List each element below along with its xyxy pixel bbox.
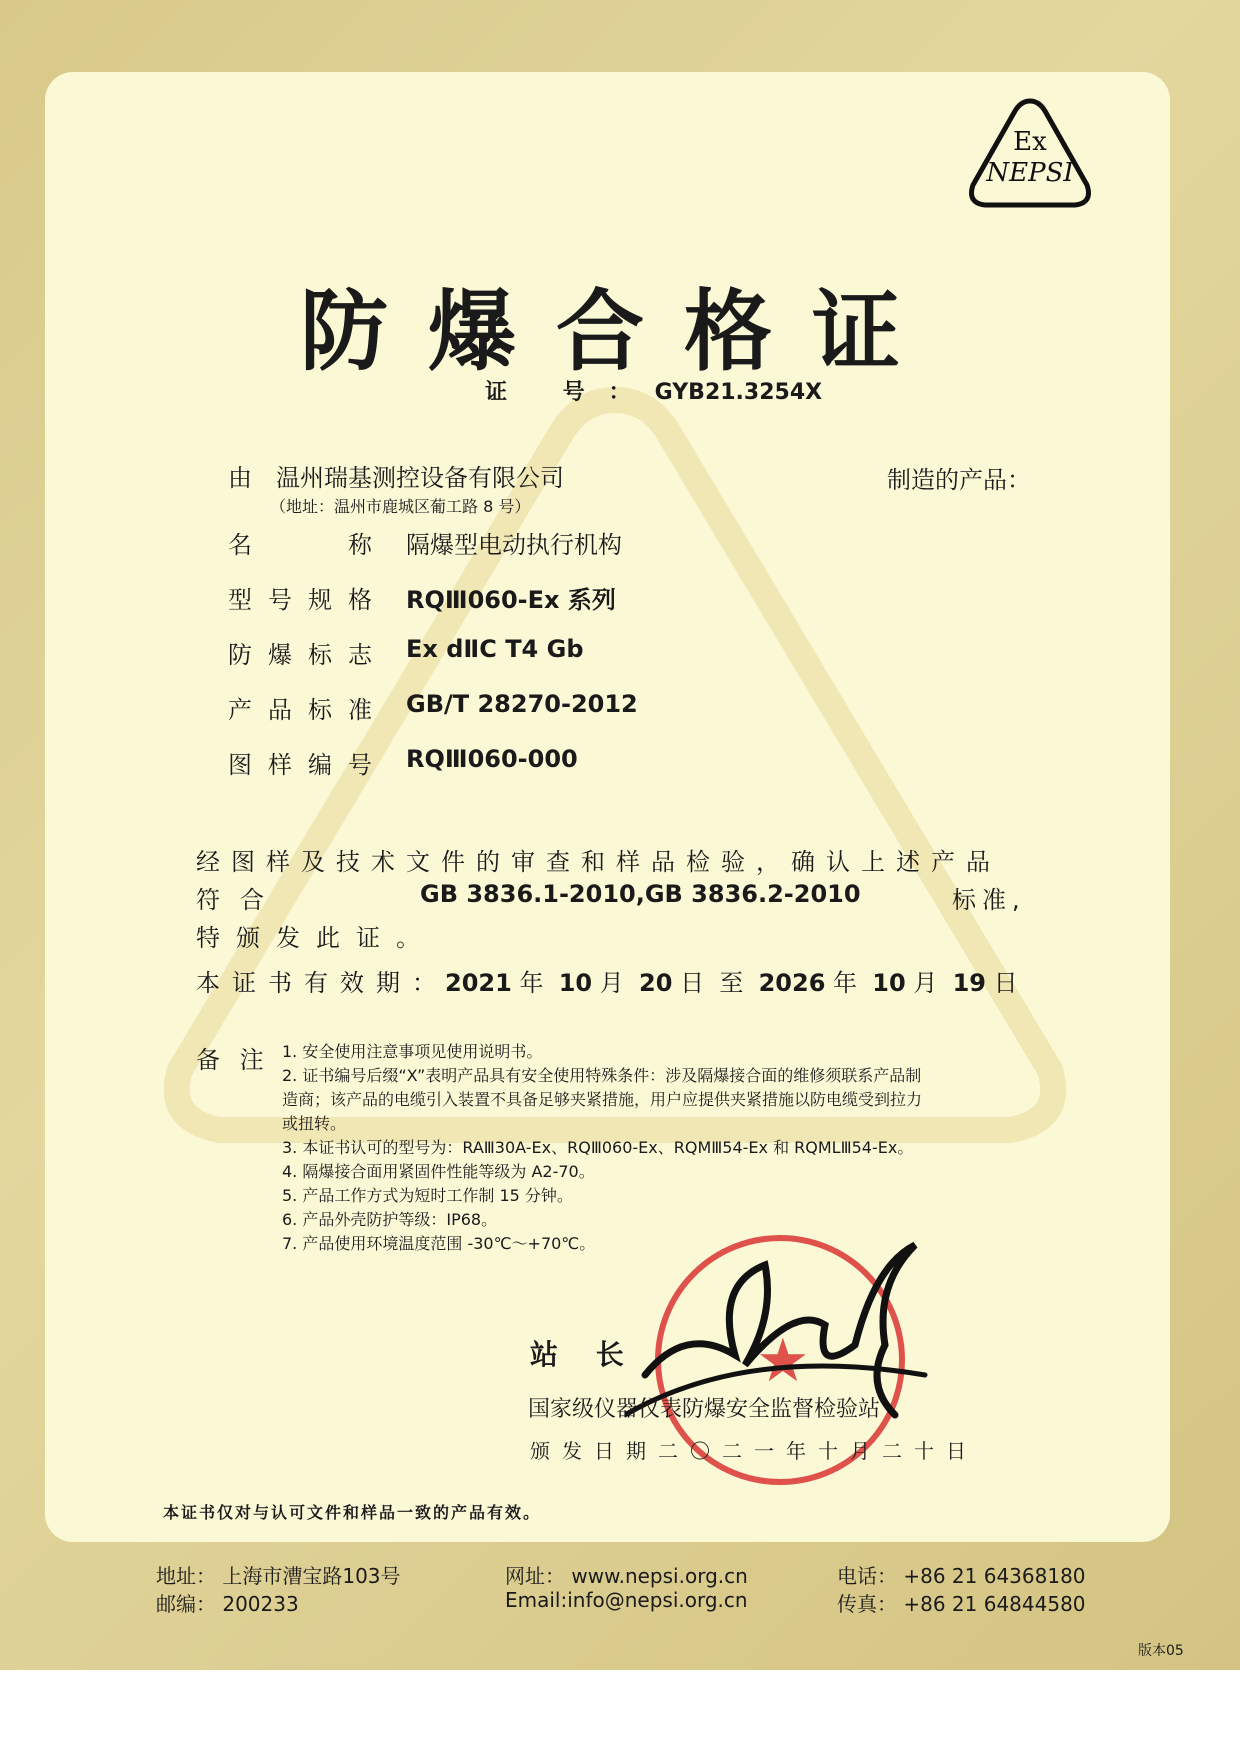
footer-email: Email:info@nepsi.org.cn bbox=[505, 1588, 748, 1612]
field-drawing-value: RQⅢ060-000 bbox=[406, 745, 578, 773]
footer-fax: 传真： +86 21 64844580 bbox=[837, 1592, 1086, 1616]
validity-note: 本证书仅对与认可文件和样品一致的产品有效。 bbox=[163, 1503, 542, 1522]
note-item: 3. 本证书认可的型号为：RAⅢ30A-Ex、RQⅢ060-Ex、RQMⅢ54-Ex 和 RQMLⅢ54-Ex。 bbox=[282, 1138, 914, 1157]
field-drawing-label: 图样编号 bbox=[228, 751, 388, 779]
field-name-label: 名 称 bbox=[228, 531, 388, 559]
footer-tel: 电话： +86 21 64368180 bbox=[837, 1564, 1086, 1588]
footer-website: 网址： www.nepsi.org.cn bbox=[505, 1564, 748, 1588]
maker-address: （地址：温州市鹿城区葡工路 8 号） bbox=[270, 497, 531, 516]
notes-list bbox=[282, 1040, 1062, 1256]
issue-date: 颁发日期二〇二一年十月二十日 bbox=[530, 1439, 978, 1463]
note-item: 1. 安全使用注意事项见使用说明书。 bbox=[282, 1042, 543, 1061]
field-standard-label: 产品标准 bbox=[228, 696, 388, 724]
nepsi-logo bbox=[965, 95, 1095, 215]
validity-label: 本证书有效期： bbox=[196, 969, 448, 997]
certificate-number-label: 证 号： bbox=[485, 380, 655, 405]
certificate-number: GYB21.3254X bbox=[654, 380, 823, 405]
note-item: 4. 隔爆接合面用紧固件性能等级为 A2-70。 bbox=[282, 1162, 595, 1181]
signoff-org: 国家级仪器仪表防爆安全监督检验站 bbox=[528, 1397, 881, 1422]
version-label: 版本05 bbox=[1138, 1643, 1184, 1659]
logo-ex-text: Ex bbox=[1013, 127, 1047, 157]
statement-standards: GB 3836.1-2010,GB 3836.2-2010 bbox=[420, 880, 861, 908]
statement-line2-suffix: 标准, bbox=[952, 886, 1026, 914]
notes-label: 备 注 bbox=[196, 1046, 270, 1074]
note-item: 或扭转。 bbox=[282, 1114, 347, 1133]
field-name-value: 隔爆型电动执行机构 bbox=[406, 531, 622, 559]
maker-company: 温州瑞基测控设备有限公司 bbox=[276, 464, 564, 492]
note-item: 造商；该产品的电缆引入装置不具备足够夹紧措施，用户应提供夹紧措施以防电缆受到拉力 bbox=[282, 1090, 923, 1109]
statement-line2-prefix: 符合 bbox=[196, 886, 284, 914]
maker-prefix: 由 bbox=[228, 464, 252, 492]
validity-start-day: 20 bbox=[639, 969, 673, 997]
note-item: 2. 证书编号后缀“X”表明产品具有安全使用特殊条件：涉及隔爆接合面的维修须联系产品制 bbox=[282, 1066, 922, 1085]
certificate-number-line bbox=[485, 375, 822, 406]
signoff-title: 站 长 bbox=[530, 1338, 638, 1371]
note-item: 7. 产品使用环境温度范围 -30℃～+70℃。 bbox=[282, 1234, 596, 1253]
validity-period: 2021 年 10 月 20 日 至 2026 年 10 月 19 日 bbox=[445, 969, 1018, 997]
field-standard-value: GB/T 28270-2012 bbox=[406, 690, 638, 718]
logo-nepsi-text: NEPSI bbox=[986, 158, 1074, 188]
maker-suffix: 制造的产品： bbox=[887, 466, 1031, 494]
statement-line1: 经图样及技术文件的审查和样品检验，确认上述产品 bbox=[196, 848, 1001, 876]
statement-line3: 特颁发此证。 bbox=[196, 924, 436, 952]
seal-star-icon: ★ bbox=[756, 1326, 810, 1396]
validity-start-year: 2021 bbox=[445, 969, 512, 997]
field-model-value: RQⅢ060-Ex 系列 bbox=[406, 586, 616, 614]
validity-end-day: 19 bbox=[952, 969, 987, 997]
field-exmark-value: Ex dⅡC T4 Gb bbox=[406, 635, 584, 663]
certificate-title: 防爆合格证 bbox=[299, 280, 940, 383]
validity-end-year: 2026 bbox=[758, 969, 826, 997]
field-exmark-label: 防爆标志 bbox=[228, 641, 388, 669]
field-model-label: 型号规格 bbox=[228, 586, 388, 614]
footer-zip: 邮编： 200233 bbox=[156, 1592, 299, 1616]
footer-address: 地址： 上海市漕宝路103号 bbox=[156, 1564, 401, 1588]
note-item: 6. 产品外壳防护等级：IP68。 bbox=[282, 1210, 498, 1229]
validity-end-month: 10 bbox=[872, 969, 906, 997]
note-item: 5. 产品工作方式为短时工作制 15 分钟。 bbox=[282, 1186, 573, 1205]
validity-start-month: 10 bbox=[558, 969, 593, 997]
